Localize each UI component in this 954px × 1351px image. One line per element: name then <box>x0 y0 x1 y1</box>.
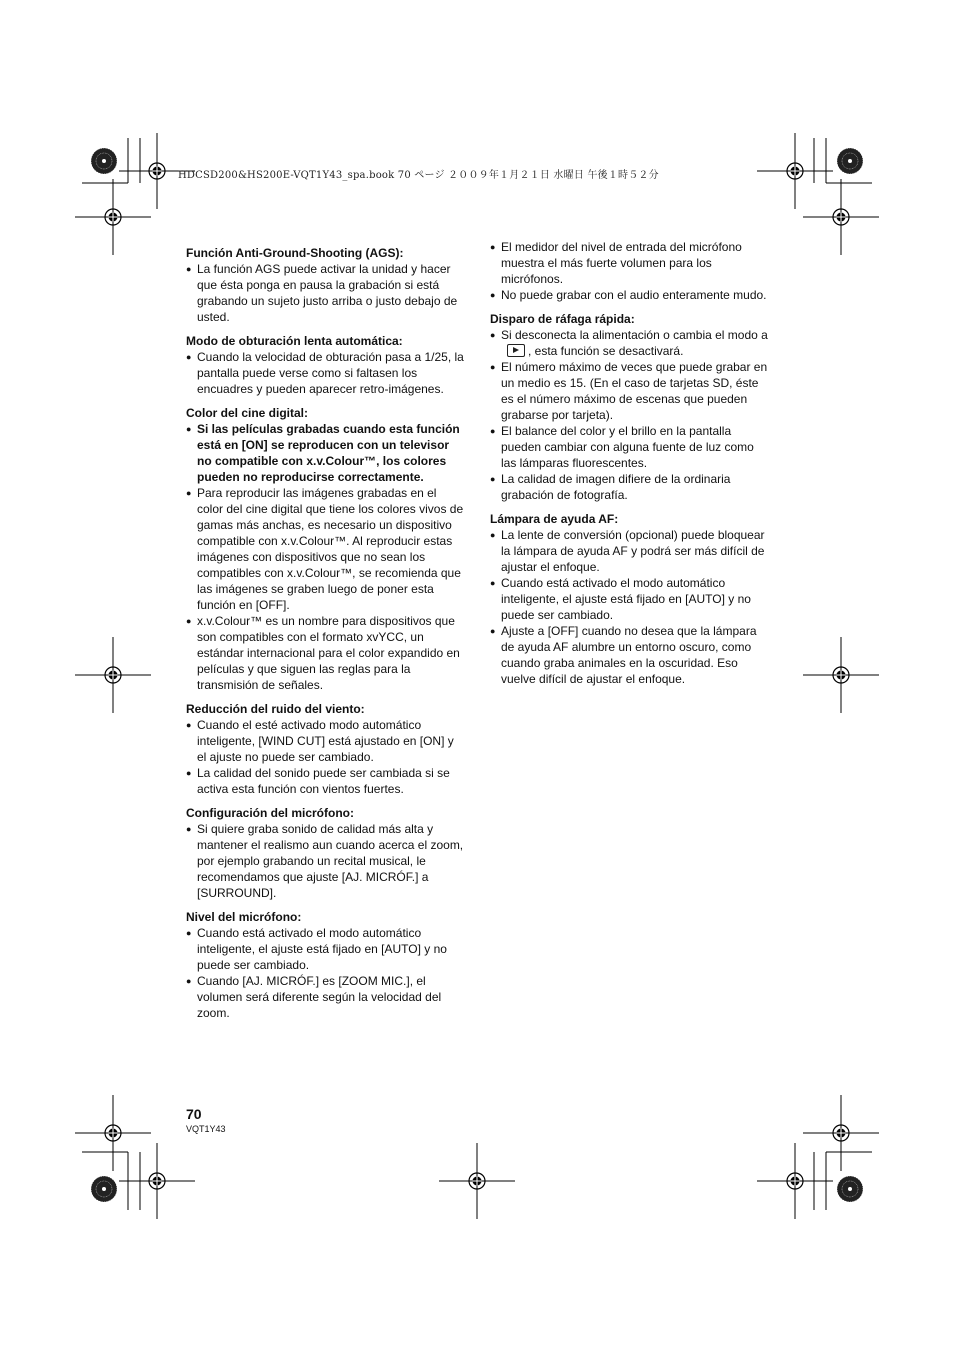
section-slow-shutter <box>186 333 464 397</box>
section-cinema-color <box>186 405 464 693</box>
list-item: ● La calidad del sonido puede ser cambiada si se activa esta función con vientos fuertes. <box>186 765 464 797</box>
item-text: Si desconecta la alimentación o cambia el modo a <box>501 328 768 342</box>
section-wind-noise <box>186 701 464 797</box>
list-item: ● La lente de conversión (opcional) puede bloquear la lámpara de ayuda AF y podrá ser más difícil de ajustar el enfoque. <box>490 527 768 575</box>
list-item: ● La función AGS puede activar la unidad y hacer que ésta ponga en pausa la grabación si está grabando un sujeto justo arriba o justo debajo de usted. <box>186 261 464 325</box>
section-ags <box>186 245 464 325</box>
list-item: ● La calidad de imagen difiere de la ordinaria grabación de fotografía. <box>490 471 768 503</box>
list-item: ● El balance del color y el brillo en la pantalla pueden cambiar con alguna fuente de luz como las lámparas fluorescentes. <box>490 423 768 471</box>
section-mic-level-continued <box>490 239 768 303</box>
list-item: ● Para reproducir las imágenes grabadas en el color del cine digital que tiene los colores vivos de gamas más anchas, es necesario un dispositivo compatible con x.v.Colour™. Al reproducir estas imágenes con dispositivos que no sean los compatibles con x.v.Colour™, se recomienda que las imágenes se graben luego de poner esta función en [OFF]. <box>186 485 464 613</box>
section-heading: Modo de obturación lenta automática: <box>186 334 403 348</box>
list-item <box>490 327 768 359</box>
playback-mode-icon <box>507 344 525 357</box>
section-af-lamp <box>490 511 768 687</box>
list-item: ● Cuando está activado el modo automático inteligente, el ajuste está fijado en [AUTO] y no puede ser cambiado. <box>490 575 768 623</box>
list-item: ● Cuando [AJ. MICRÓF.] es [ZOOM MIC.], el volumen será diferente según la velocidad del zoom. <box>186 973 464 1021</box>
section-mic-setup <box>186 805 464 901</box>
section-mic-level <box>186 909 464 1021</box>
section-heading: Reducción del ruido del viento: <box>186 702 365 716</box>
list-item: ● Cuando el esté activado modo automático inteligente, [WIND CUT] está ajustado en [ON] y el ajuste no puede ser cambiado. <box>186 717 464 765</box>
right-column <box>490 239 768 695</box>
model-code: VQT1Y43 <box>186 1124 226 1134</box>
left-column <box>186 245 464 1029</box>
list-item: ● Cuando la velocidad de obturación pasa a 1/25, la pantalla puede verse como si faltasen los encuadres y pueden aparecer retro-imágenes. <box>186 349 464 397</box>
section-heading: Configuración del micrófono: <box>186 806 354 820</box>
list-item: ● Si quiere graba sonido de calidad más alta y mantener el realismo aun cuando acerca el zoom, por ejemplo grabando un recital musical, le recomendamos que ajuste [AJ. MICRÓF.] a [SURROUND]. <box>186 821 464 901</box>
section-heading: Lámpara de ayuda AF: <box>490 512 619 526</box>
section-heading: Color del cine digital: <box>186 406 309 420</box>
section-heading: Disparo de ráfaga rápida: <box>490 312 635 326</box>
warning-item: ● Si las películas grabadas cuando esta función está en [ON] se reproducen con un televisor no compatible con x.v.Colour™, los colores pueden no reproducirse correctamente. <box>186 421 464 485</box>
page-number: 70 <box>186 1106 202 1122</box>
section-heading: Función Anti-Ground-Shooting (AGS): <box>186 246 404 260</box>
list-item: ● Cuando está activado el modo automático inteligente, el ajuste está fijado en [AUTO] y no puede ser cambiado. <box>186 925 464 973</box>
list-item: ● Ajuste a [OFF] cuando no desea que la lámpara de ayuda AF alumbre un entorno oscuro, como cuando graba animales en la oscuridad. Eso vuelve difícil de ajustar el enfoque. <box>490 623 768 687</box>
section-burst <box>490 311 768 503</box>
list-item: ● x.v.Colour™ es un nombre para dispositivos que son compatibles con el formato xvYCC, un estándar internacional para el color expandido en películas y que siguen las reglas para la transmisión de señales. <box>186 613 464 693</box>
print-header-info: HDCSD200&HS200E-VQT1Y43_spa.book 70 ページ ２００９年１月２１日 水曜日 午後１時５２分 <box>178 170 659 181</box>
item-text: , esta función se desactivará. <box>528 344 684 358</box>
section-heading: Nivel del micrófono: <box>186 910 302 924</box>
list-item: ● No puede grabar con el audio enteramente mudo. <box>490 287 768 303</box>
list-item: ● El número máximo de veces que puede grabar en un medio es 15. (En el caso de tarjetas SD, éste es el número máximo de escenas que pueden grabarse por tarjeta). <box>490 359 768 423</box>
list-item: ● El medidor del nivel de entrada del micrófono muestra el más fuerte volumen para los micrófonos. <box>490 239 768 287</box>
